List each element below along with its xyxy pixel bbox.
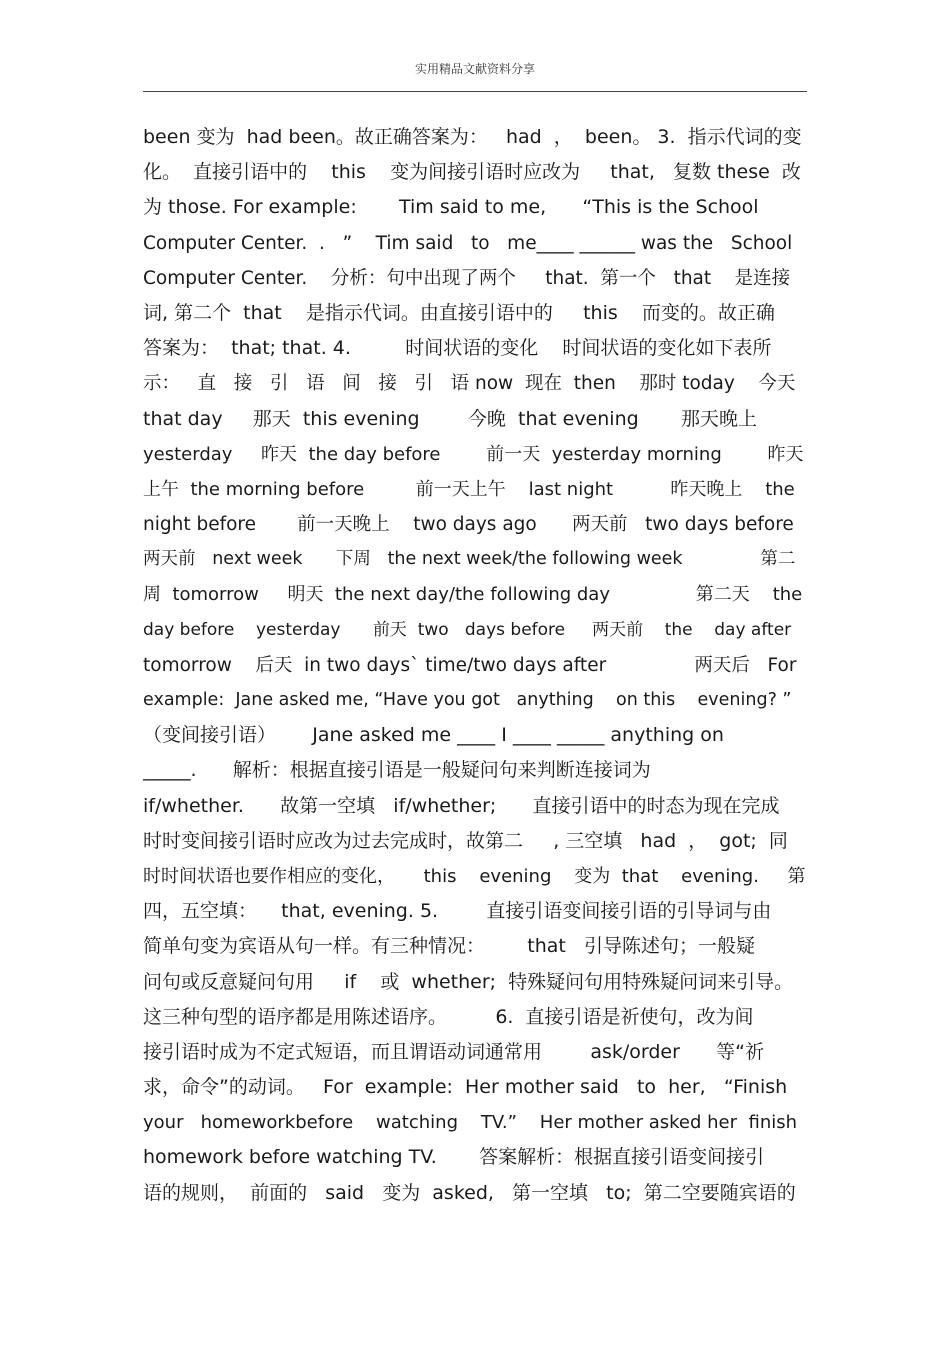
body-line: 接引语时成为不定式短语，而且谓语动词通常用 ask/order 等“祈 bbox=[143, 1040, 765, 1063]
body-line: 为 those. For example: Tim said to me, “This is the School bbox=[143, 196, 759, 219]
document-body bbox=[143, 120, 807, 1211]
header-divider bbox=[143, 91, 807, 92]
body-line: 时时间状语也要作相应的变化， this evening 变为 that evening. 第 bbox=[143, 865, 806, 887]
body-line: Computer Center. 分析：句中出现了两个 that. 第一个 that 是连接 bbox=[143, 267, 791, 289]
body-line: 两天前 next week 下周 the next week/the following week 第二 bbox=[143, 549, 796, 570]
body-line: been 变为 had been。故正确答案为： had ， been。 3. 指示代词的变 bbox=[143, 126, 802, 148]
page-header: 实用精品文献资料分享 bbox=[414, 62, 535, 76]
body-line: tomorrow 后天 in two days` time/two days after 两天后 For bbox=[143, 654, 797, 676]
body-line: yesterday 昨天 the day before 前一天 yesterday morning 昨天 bbox=[143, 443, 804, 465]
body-line: 化。 直接引语中的 this 变为间接引语时应改为 that, 复数 these 改 bbox=[143, 161, 801, 184]
body-line: your homeworkbefore watching TV.” Her mother asked her finish bbox=[143, 1112, 798, 1134]
body-line: 语的规则， 前面的 said 变为 asked, 第一空填 to; 第二空要随宾语的 bbox=[143, 1181, 796, 1204]
body-line: _____. 解析：根据直接引语是一般疑问句来判断连接词为 bbox=[143, 759, 651, 782]
body-line: 问句或反意疑问句用 if 或 whether; 特殊疑问句用特殊疑问词来引导。 bbox=[143, 970, 794, 993]
body-line: 词, 第二个 that 是指示代词。由直接引语中的 this 而变的。故正确 bbox=[143, 301, 775, 324]
body-line: 上午 the morning before 前一天上午 last night 昨天晚上 the bbox=[143, 478, 795, 500]
body-line: 答案为： that; that. 4. 时间状语的变化 时间状语的变化如下表所 bbox=[143, 337, 772, 360]
body-line: 四，五空填： that, evening. 5. 直接引语变间接引语的引导词与由 bbox=[143, 900, 772, 923]
body-line: 这三种句型的语序都是用陈述语序。 6. 直接引语是祈使句，改为间 bbox=[143, 1005, 754, 1028]
body-line: （变间接引语） Jane asked me ____ I ____ _____ anything on bbox=[143, 724, 724, 747]
body-line: night before 前一天晚上 two days ago 两天前 two days before bbox=[143, 514, 794, 536]
body-line: 求，命令”的动词。 For example: Her mother said to her, “Finish bbox=[143, 1076, 788, 1099]
body-line: 时时变间接引语时应改为过去完成时，故第二 , 三空填 had ， got; 同 bbox=[143, 829, 788, 852]
body-line: example: Jane asked me, “Have you got anything on this evening? ” bbox=[143, 690, 792, 710]
body-line: that day 那天 this evening 今晚 that evening 那天晚上 bbox=[143, 407, 757, 430]
body-line: 简单句变为宾语从句一样。有三种情况： that 引导陈述句；一般疑 bbox=[143, 935, 755, 958]
body-line: if/whether. 故第一空填 if/whether; 直接引语中的时态为现在完成 bbox=[143, 794, 780, 817]
body-line: 示： 直 接 引 语 间 接 引 语 now 现在 then 那时 today 今天 bbox=[143, 373, 796, 395]
body-line: homework before watching TV. 答案解析：根据直接引语变间接引 bbox=[143, 1146, 765, 1169]
body-line: 周 tomorrow 明天 the next day/the following day 第二天 the bbox=[143, 584, 803, 606]
body-line: Computer Center. . ” Tim said to me____ ______ was the School bbox=[143, 232, 793, 254]
body-line: day before yesterday 前天 two days before 两天前 the day after bbox=[143, 619, 792, 640]
